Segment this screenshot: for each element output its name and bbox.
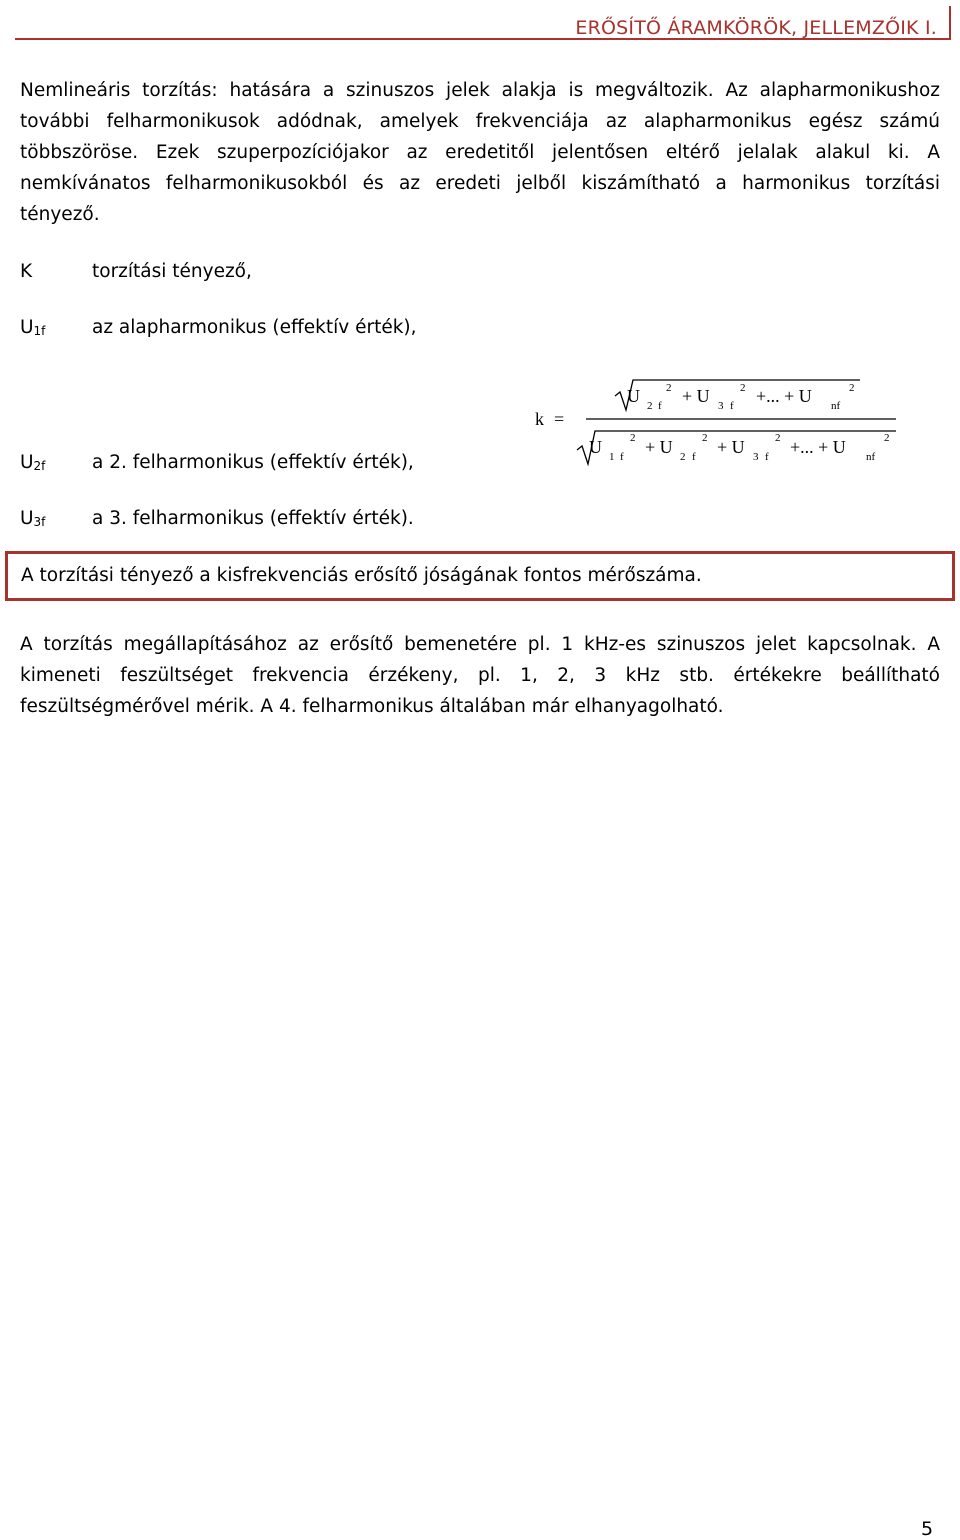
formula-term: nf xyxy=(866,451,876,463)
formula-term: nf xyxy=(831,400,841,412)
definition-description: a 3. felharmonikus (effektív érték). xyxy=(92,508,414,529)
formula-equals: = xyxy=(554,409,565,429)
formula-term: +... + U xyxy=(790,437,846,457)
formula-term: + U xyxy=(645,437,673,457)
definition-symbol: K xyxy=(20,261,33,282)
formula-term: 2 xyxy=(680,451,686,463)
definition-symbol: $U_{3f}$ xyxy=(20,508,46,529)
formula-term: 2 xyxy=(884,432,890,444)
formula-term: f xyxy=(730,400,734,412)
formula-term: U xyxy=(589,437,602,457)
definition-description: a 2. felharmonikus (effektív érték), xyxy=(92,452,414,473)
highlight-text: A torzítási tényező a kisfrekvenciás erősítő jóságának fontos mérőszáma. xyxy=(21,565,702,586)
formula-term: f xyxy=(620,451,624,463)
definition-symbol: $U_{2f}$ xyxy=(20,452,46,473)
formula-term: f xyxy=(692,451,696,463)
measurement-paragraph: A torzítás megállapításához az erősítő bemenetére pl. 1 kHz-es szinuszos jelet kapcsolnak. A kimeneti feszültséget frekvencia érzékeny, pl. 1, 2, 3 kHz stb. értékekre beállítható feszültségmérővel mérik. A 4. felharmonikus általában már elhanyagolható. xyxy=(20,634,940,717)
definition-description: az alapharmonikus (effektív érték), xyxy=(92,317,417,338)
highlight-box xyxy=(5,551,955,601)
intro-paragraph: Nemlineáris torzítás: hatására a szinuszos jelek alakja is megváltozik. Az alapharmonikushoz további felharmonikusok adódnak, amelyek frekvenciája az alapharmonikus egész számú többszöröse. Ezek szuperpozíciójakor az eredetitől jelentősen eltérő jelalak alakul ki. A nemkívánatos felharmonikusokból és az eredeti jelből kiszámítható a harmonikus torzítási tényező. xyxy=(20,80,940,225)
formula-term: f xyxy=(765,451,769,463)
formula-term: 2 xyxy=(666,382,672,394)
formula-term: 2 xyxy=(702,432,708,444)
formula-term: 3 xyxy=(718,400,724,412)
definition-description: torzítási tényező, xyxy=(92,261,252,282)
formula-term: 1 xyxy=(609,451,615,463)
header-title: ERŐSÍTŐ ÁRAMKÖRÖK, JELLEMZŐIK I. xyxy=(575,17,937,39)
formula-term: f xyxy=(658,400,662,412)
formula-term: +... + U xyxy=(756,386,812,406)
formula-graphic xyxy=(530,372,910,472)
formula-term: 2 xyxy=(740,382,746,394)
definition-symbol: $U_{1f}$ xyxy=(20,317,46,338)
formula-term: 2 xyxy=(775,432,781,444)
formula-term: 2 xyxy=(647,400,653,412)
formula-term: U xyxy=(627,386,640,406)
formula-term: 2 xyxy=(630,432,636,444)
formula-term: + U xyxy=(717,437,745,457)
distortion-formula xyxy=(530,372,910,472)
page-number: 5 xyxy=(921,1518,934,1540)
formula-term: + U xyxy=(682,386,710,406)
formula-term: 3 xyxy=(753,451,759,463)
formula-term: 2 xyxy=(849,382,855,394)
formula-lhs: k xyxy=(535,409,544,429)
page-header xyxy=(15,6,951,40)
